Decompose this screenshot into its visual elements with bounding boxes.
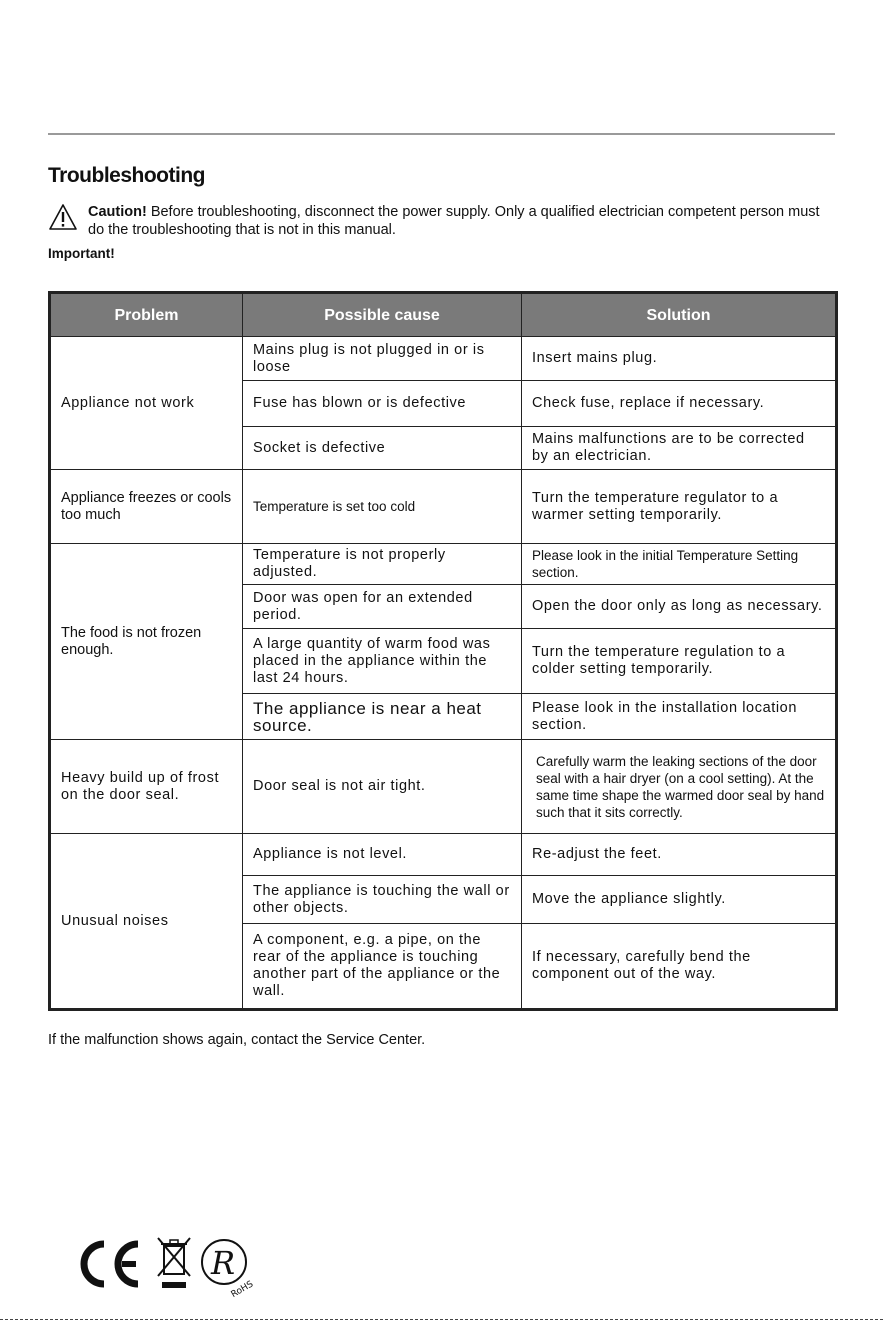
weee-bin-icon	[158, 1238, 190, 1288]
solution-cell: Please look in the initial Temperature Setting section.	[522, 544, 837, 585]
top-divider	[48, 133, 835, 135]
cause-cell: The appliance is touching the wall or other objects.	[243, 876, 522, 924]
cause-cell: A component, e.g. a pipe, on the rear of the appliance is touching another part of the appliance or the wall.	[243, 924, 522, 1010]
table-row	[50, 544, 837, 585]
table-row	[50, 834, 837, 876]
problem-cell: The food is not frozen enough.	[50, 544, 243, 740]
cause-cell: Temperature is set too cold	[243, 470, 522, 544]
header-solution: Solution	[522, 293, 837, 337]
cause-cell: Socket is defective	[243, 427, 522, 470]
solution-cell: Insert mains plug.	[522, 337, 837, 381]
table-row	[50, 470, 837, 544]
cause-cell: Fuse has blown or is defective	[243, 381, 522, 427]
cause-cell: Temperature is not properly adjusted.	[243, 544, 522, 585]
cause-cell: Appliance is not level.	[243, 834, 522, 876]
solution-cell: Carefully warm the leaking sections of the door seal with a hair dryer (on a cool setting). At the same time shape the warmed door seal by hand such that it sits correctly.	[522, 740, 837, 834]
header-possible-cause: Possible cause	[243, 293, 522, 337]
table-header-row	[50, 293, 837, 337]
table-row	[50, 337, 837, 381]
cause-cell: Door was open for an extended period.	[243, 585, 522, 629]
solution-cell: Move the appliance slightly.	[522, 876, 837, 924]
header-problem: Problem	[50, 293, 243, 337]
bottom-divider	[0, 1319, 883, 1320]
problem-cell: Unusual noises	[50, 834, 243, 1010]
table-row	[50, 740, 837, 834]
solution-cell: Please look in the installation location section.	[522, 694, 837, 740]
problem-cell: Appliance freezes or cools too much	[50, 470, 243, 544]
cause-cell: The appliance is near a heat source.	[243, 694, 522, 740]
problem-cell: Heavy build up of frost on the door seal.	[50, 740, 243, 834]
caution-text	[88, 203, 828, 239]
cause-cell: Mains plug is not plugged in or is loose	[243, 337, 522, 381]
rohs-text: RoHS	[229, 1279, 256, 1301]
cause-cell: A large quantity of warm food was placed in the appliance within the last 24 hours.	[243, 629, 522, 694]
solution-cell: Turn the temperature regulation to a colder setting temporarily.	[522, 629, 837, 694]
important-label: Important!	[48, 246, 115, 261]
ce-mark-icon	[84, 1244, 138, 1284]
solution-cell: Check fuse, replace if necessary.	[522, 381, 837, 427]
solution-cell: Turn the temperature regulator to a warmer setting temporarily.	[522, 470, 837, 544]
rohs-mark: R	[211, 1244, 236, 1282]
service-center-note: If the malfunction shows again, contact the Service Center.	[48, 1032, 426, 1048]
warning-triangle-icon	[48, 203, 78, 233]
troubleshooting-table	[48, 291, 838, 1011]
certification-logos	[68, 1232, 268, 1302]
page-title: Troubleshooting	[48, 164, 205, 187]
caution-body: Before troubleshooting, disconnect the power supply. Only a qualified electrician competent person must do the troubleshooting that is not in this manual.	[88, 204, 820, 238]
solution-cell: Mains malfunctions are to be corrected by an electrician.	[522, 427, 837, 470]
rohs-icon	[202, 1240, 255, 1300]
caution-label: Caution!	[88, 204, 147, 220]
solution-cell: If necessary, carefully bend the component out of the way.	[522, 924, 837, 1010]
solution-cell: Open the door only as long as necessary.	[522, 585, 837, 629]
problem-cell: Appliance not work	[50, 337, 243, 470]
solution-cell: Re-adjust the feet.	[522, 834, 837, 876]
cause-cell: Door seal is not air tight.	[243, 740, 522, 834]
